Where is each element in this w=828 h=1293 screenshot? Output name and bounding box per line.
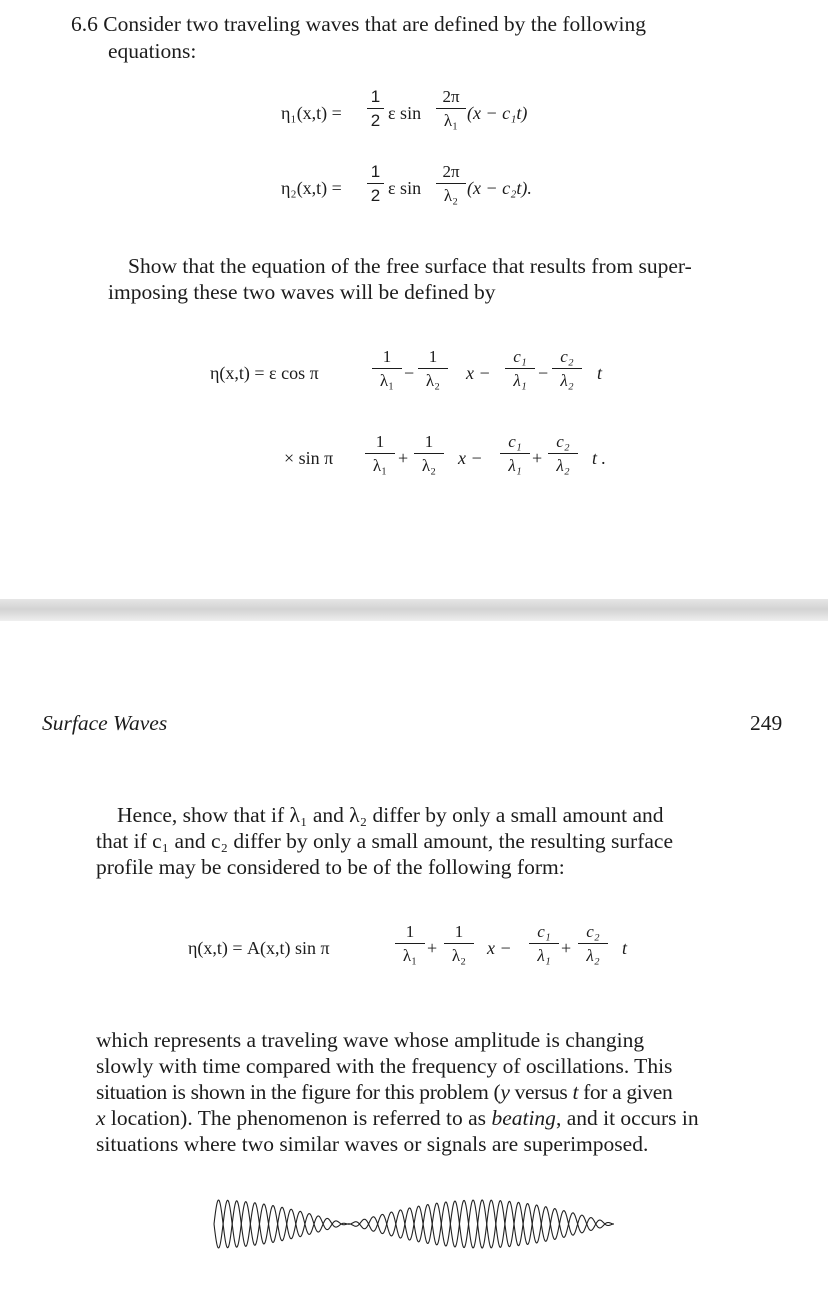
eq1-lhs: η₁(x,t) = — [281, 103, 342, 123]
eq1-coef-fraction: 1 2 — [367, 87, 384, 131]
eq3r1-x-minus: x − — [466, 363, 491, 383]
running-head: Surface Waves — [42, 711, 168, 735]
problem-intro-line1 — [71, 11, 646, 38]
eq4-lhs: η(x,t) = A(x,t) sin π — [188, 938, 330, 958]
hence-line2: that if c₁ and c₂ differ by only a small amount, the resulting surface — [96, 829, 674, 853]
hence-line1: Hence, show that if λ₁ and λ₂ differ by only a small amount and — [117, 803, 664, 827]
problem-number: 6.6 — [71, 12, 98, 36]
eq2-arg: (x − c₂t). — [467, 178, 532, 198]
eq3r2-op2: + — [532, 448, 543, 468]
eq3r1-lhs: η(x,t) = ε cos π — [210, 363, 319, 383]
eq4-frac1: 1 λ₁ — [395, 922, 425, 966]
eq4-t: t — [622, 938, 628, 958]
eq4-x-minus: x − — [487, 938, 512, 958]
eq3r2-op1: + — [398, 448, 409, 468]
para-line4: x location). The phenomenon is referred to as beating, and it occurs in — [96, 1106, 699, 1130]
eq2-lhs: η₂(x,t) = — [281, 178, 342, 198]
page-number: 249 — [750, 711, 783, 735]
eq1-arg: (x − c₁t) — [467, 103, 528, 123]
eq3r1-frac3: c₁ λ₁ — [505, 347, 535, 391]
problem-intro-line2: equations: — [108, 39, 197, 63]
eq3r2-lhs: × sin π — [284, 448, 334, 468]
para-line3: situation is shown in the figure for this problem (y versus t for a given — [96, 1080, 673, 1104]
eq2-coef-fraction: 1 2 — [367, 162, 384, 206]
eq3r2-frac3: c₁ λ₁ — [500, 432, 530, 476]
eq3r1-t: t — [597, 363, 603, 383]
eq3r2-t: t . — [592, 448, 607, 468]
eq3r2-frac4: c₂ λ₂ — [548, 432, 578, 476]
eq1-arg-fraction: 2π λ₁ — [436, 87, 466, 131]
show-line2: imposing these two waves will be defined by — [108, 280, 496, 304]
eq2-func: ε sin — [388, 178, 422, 198]
eq3r1-op1: − — [404, 363, 415, 383]
eq4-op2: + — [561, 938, 572, 958]
eq2-arg-fraction: 2π λ₂ — [436, 162, 466, 206]
eq3r1-frac1: 1 λ₁ — [372, 347, 402, 391]
hence-line3: profile may be considered to be of the following form: — [96, 855, 565, 879]
eq4-frac2: 1 λ₂ — [444, 922, 474, 966]
para-line2: slowly with time compared with the frequency of oscillations. This — [96, 1054, 673, 1078]
eq3r2-frac1: 1 λ₁ — [365, 432, 395, 476]
show-line1: Show that the equation of the free surface that results from super- — [128, 254, 692, 278]
beating-waveform — [214, 1200, 614, 1248]
para-line5: situations where two similar waves or signals are superimposed. — [96, 1132, 649, 1156]
beating-wave-figure — [212, 1196, 616, 1252]
eq3r1-op2: − — [538, 363, 549, 383]
eq3r1-frac4: c₂ λ₂ — [552, 347, 582, 391]
page-divider — [0, 599, 828, 621]
para-line1: which represents a traveling wave whose amplitude is changing — [96, 1028, 645, 1052]
eq4-frac4: c₂ λ₂ — [578, 922, 608, 966]
eq3r2-frac2: 1 λ₂ — [414, 432, 444, 476]
intro-text: Consider two traveling waves that are defined by the following — [103, 12, 646, 36]
eq4-op1: + — [427, 938, 438, 958]
eq3r2-x-minus: x − — [458, 448, 483, 468]
eq1-func: ε sin — [388, 103, 422, 123]
eq4-frac3: c₁ λ₁ — [529, 922, 559, 966]
eq3r1-frac2: 1 λ₂ — [418, 347, 448, 391]
